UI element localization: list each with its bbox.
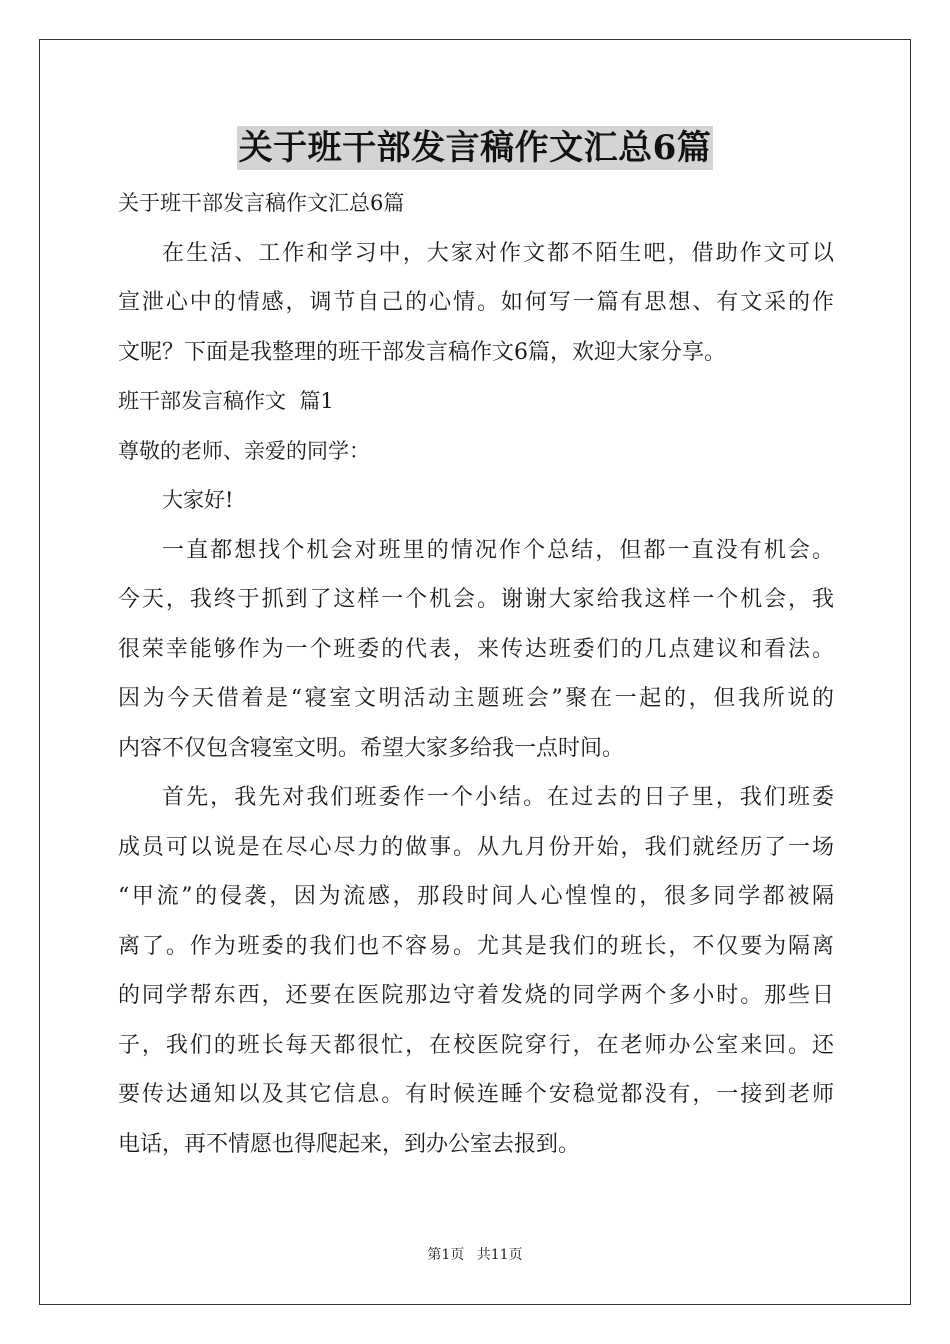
title-block xyxy=(0,126,950,170)
text-line: 今天，我终于抓到了这样一个机会。谢谢大家给我这样一个机会，我 xyxy=(118,587,834,612)
text-line: 离了。作为班委的我们也不容易。尤其是我们的班长，不仅要为隔离 xyxy=(118,933,834,959)
body-paragraph-1 xyxy=(118,526,834,774)
document-title: 关于班干部发言稿作文汇总6篇 xyxy=(238,128,712,168)
body-paragraph-2 xyxy=(118,773,834,1169)
document-body xyxy=(118,179,834,1169)
salutation: 尊敬的老师、亲爱的同学： xyxy=(118,438,370,463)
text-line: 很荣幸能够作为一个班委的代表，来传达班委们的几点建议和看法。 xyxy=(118,636,834,662)
text-line: 要传达通知以及其它信息。有时候连睡个安稳觉都没有，一接到老师 xyxy=(118,1082,834,1107)
section-heading: 班干部发言稿作文 篇1 xyxy=(118,389,334,413)
text-line: 的同学帮东西，还要在医院那边守着发烧的同学两个多小时。那些日 xyxy=(118,983,834,1008)
text-line: 一直都想找个机会对班里的情况作个总结，但都一直没有机会。 xyxy=(162,537,834,563)
text-line: 在生活、工作和学习中，大家对作文都不陌生吧，借助作文可以 xyxy=(162,240,834,266)
document-subtitle: 关于班干部发言稿作文汇总6篇 xyxy=(118,191,405,215)
page-number: 第1页 xyxy=(427,1247,465,1263)
page-footer xyxy=(0,1244,950,1264)
text-line: 宣泄心中的情感，调节自己的心情。如何写一篇有思想、有文采的作 xyxy=(118,290,834,315)
text-line: 文呢？下面是我整理的班干部发言稿作文6篇，欢迎大家分享。 xyxy=(118,339,726,365)
greeting: 大家好! xyxy=(162,488,234,512)
text-line: 首先，我先对我们班委作一个小结。在过去的日子里，我们班委 xyxy=(162,785,834,810)
text-line: 成员可以说是在尽心尽力的做事。从九月份开始，我们就经历了一场 xyxy=(118,834,834,860)
text-line: 电话，再不情愿也得爬起来，到办公室去报到。 xyxy=(118,1131,581,1157)
text-line: 子，我们的班长每天都很忙，在校医院穿行，在老师办公室来回。还 xyxy=(118,1032,834,1058)
text-line: 内容不仅包含寝室文明。希望大家多给我一点时间。 xyxy=(118,735,625,761)
page-total: 共11页 xyxy=(476,1247,523,1263)
text-line: 因为今天借着是“寝室文明活动主题班会”聚在一起的，但我所说的 xyxy=(118,686,834,711)
intro-paragraph xyxy=(118,229,834,378)
text-line: “甲流”的侵袭，因为流感，那段时间人心惶惶的，很多同学都被隔 xyxy=(118,884,834,909)
